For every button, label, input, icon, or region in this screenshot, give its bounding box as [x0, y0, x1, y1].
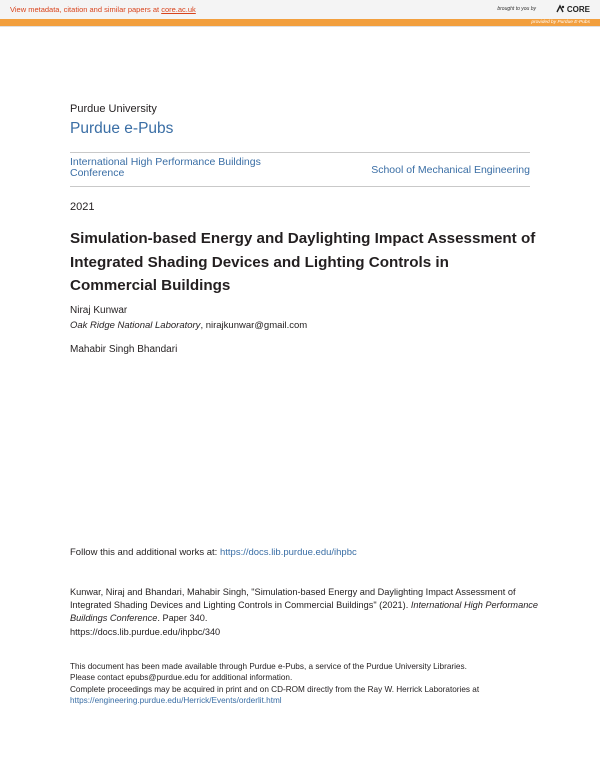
- citation-lead: Kunwar, Niraj and Bhandari, Mahabir Singh, "Simulation-based Energy and Daylighting Impact Assessment of Integrated Shading Devices and Lighting Controls in Commercial Buildings" (2021).: [70, 587, 516, 611]
- core-link-domain[interactable]: core.ac.uk: [161, 5, 196, 14]
- core-banner: [0, 0, 600, 27]
- author-affiliation-1: [70, 320, 307, 331]
- affiliation-org: Oak Ridge National Laboratory: [70, 320, 201, 331]
- availability-notice: [70, 661, 540, 707]
- notice-line-3: Complete proceedings may be acquired in print and on CD-ROM directly from the Ray W. Herrick Laboratories at: [70, 684, 480, 694]
- core-logo-icon: [555, 4, 565, 14]
- conference-link[interactable]: International High Performance Buildings Conference: [70, 156, 261, 179]
- divider-bottom: [70, 186, 530, 187]
- provided-by-label: provided by Purdue E-Pubs: [531, 20, 590, 25]
- divider-top: [70, 152, 530, 153]
- core-logo-text: CORE: [566, 4, 590, 14]
- herrick-link[interactable]: https://engineering.purdue.edu/Herrick/Events/orderlit.html: [70, 696, 282, 706]
- provider-strip: [0, 19, 600, 26]
- notice-line-1: This document has been made available through Purdue e-Pubs, a service of the Purdue University Libraries.: [70, 662, 467, 671]
- repository-link[interactable]: Purdue e-Pubs: [70, 120, 174, 137]
- citation-venue: International High Performance Buildings Conference: [70, 600, 539, 624]
- citation-tail: . Paper 340.: [157, 613, 208, 624]
- publication-year: 2021: [70, 201, 95, 213]
- core-logo[interactable]: [555, 2, 590, 16]
- school-link[interactable]: School of Mechanical Engineering: [371, 164, 530, 176]
- core-metadata-link[interactable]: [10, 5, 196, 14]
- author-name-1: Niraj Kunwar: [70, 305, 128, 316]
- author-email: , nirajkunwar@gmail.com: [200, 320, 308, 331]
- follow-link[interactable]: https://docs.lib.purdue.edu/ihpbc: [219, 547, 357, 558]
- citation-url[interactable]: https://docs.lib.purdue.edu/ihpbc/340: [70, 626, 221, 637]
- paper-title: Simulation-based Energy and Daylighting Impact Assessment of Integrated Shading Devices and Lighting Controls in Commercial Buildings: [70, 230, 536, 294]
- recommended-citation: [70, 586, 540, 639]
- follow-text: Follow this and additional works at:: [70, 547, 220, 558]
- core-link-text: View metadata, citation and similar papers at: [10, 5, 160, 14]
- follow-line: [70, 547, 357, 558]
- notice-line-2: Please contact epubs@purdue.edu for additional information.: [70, 673, 293, 683]
- brought-by-label: brought to you by: [497, 6, 536, 12]
- institution-name: Purdue University: [70, 103, 157, 115]
- author-name-2: Mahabir Singh Bhandari: [70, 344, 178, 355]
